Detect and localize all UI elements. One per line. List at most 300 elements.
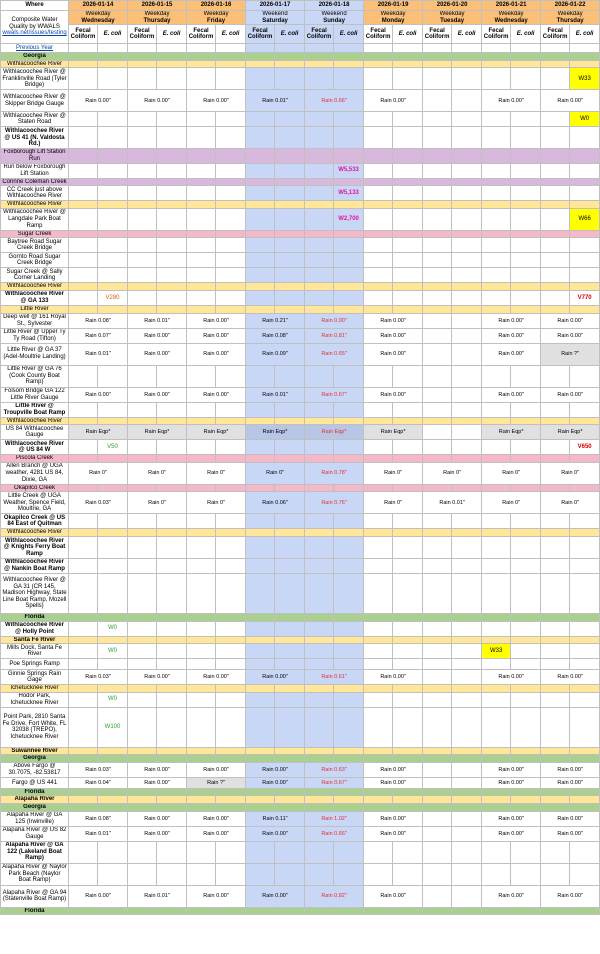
sample-value: V770 bbox=[570, 290, 600, 305]
rain-value: Rain 0.00" bbox=[187, 826, 246, 841]
title-cell bbox=[1, 11, 69, 44]
table-row bbox=[1, 365, 600, 387]
fecal-column-header: Fecal Coliform bbox=[482, 25, 511, 44]
sample-value: V280 bbox=[98, 290, 128, 305]
period-label: Weekday bbox=[203, 11, 229, 17]
location-name: Corinne Coleman Creek bbox=[2, 178, 67, 185]
rain-value: Rain 0.00" bbox=[128, 387, 187, 402]
table-row bbox=[1, 90, 600, 112]
location-name: Withlacoochee River @ GA 31 (CR 145, Madison Highway, State Line Boat Ramp, Mozell Spells) bbox=[1, 573, 69, 613]
date-header: 2026-01-17 bbox=[246, 1, 305, 11]
day-header bbox=[305, 11, 364, 25]
rain-value: Rain ?" bbox=[541, 343, 600, 365]
location-name: Piscola Creek bbox=[1, 455, 69, 463]
rain-value: Rain 0.00" bbox=[246, 762, 305, 777]
rain-value: Rain 0.01" bbox=[246, 387, 305, 402]
location-name: CC Creek just above Withlacoochee River bbox=[1, 186, 69, 201]
rain-value: Rain 0" bbox=[246, 462, 305, 484]
table-row bbox=[1, 747, 600, 755]
table-row bbox=[1, 313, 600, 328]
day-header bbox=[364, 11, 423, 25]
table-row bbox=[1, 692, 600, 707]
date-header: 2026-01-20 bbox=[423, 1, 482, 11]
rain-value: Rain 0.08" bbox=[246, 328, 305, 343]
location-name: Suwannee River bbox=[1, 747, 69, 755]
location-name: Georgia bbox=[1, 804, 69, 812]
sample-value: W33 bbox=[482, 644, 511, 659]
rain-value: Rain 0.67" bbox=[305, 777, 364, 788]
location-name: Withlacoochee River @ Holly Point bbox=[1, 621, 69, 636]
ecoli-column-header: E. coli bbox=[452, 25, 482, 44]
rain-value: Rain 0.00" bbox=[482, 313, 541, 328]
rain-value: Rain 0.00" bbox=[482, 90, 541, 112]
rain-value: Rain 0.00" bbox=[187, 90, 246, 112]
table-row bbox=[1, 417, 600, 425]
rain-value: Rain 0.00" bbox=[482, 811, 541, 826]
rain-value: Rain 0.67" bbox=[305, 387, 364, 402]
ecoli-column-header: E. coli bbox=[570, 25, 600, 44]
location-name: Little River @ GA 76 (Cook County Boat Ramp) bbox=[1, 365, 69, 387]
location-name: Little River bbox=[1, 305, 69, 313]
location-name: Little River @ Upper Ty Ty Road (Tifton) bbox=[1, 328, 69, 343]
ecoli-column-header: E. coli bbox=[157, 25, 187, 44]
sample-value: W0 bbox=[98, 692, 128, 707]
location-name: Florida bbox=[1, 907, 69, 915]
rain-value: Rain 0.01" bbox=[128, 885, 187, 907]
location-name: Sugar Creek bbox=[1, 230, 69, 238]
sample-value: W0 bbox=[98, 644, 128, 659]
location-name: Alapaha River @ GA 122 (Lakeland Boat Ramp) bbox=[1, 841, 69, 863]
day-header bbox=[482, 11, 541, 25]
rain-value: Rain 0.00" bbox=[69, 387, 128, 402]
location-name: Gornto Road Sugar Creek Bridge bbox=[1, 253, 69, 268]
location-name: Withlacoochee River @ Staten Road bbox=[1, 112, 69, 127]
location-name: Little River @ Troupville Boat Ramp bbox=[1, 402, 69, 417]
table-row bbox=[1, 425, 600, 440]
rain-value: Rain 0.00" bbox=[187, 313, 246, 328]
rain-value: Rain 0.00" bbox=[187, 387, 246, 402]
location-name: Georgia bbox=[1, 755, 69, 763]
day-header bbox=[187, 11, 246, 25]
location-name: Folsom Bridge GA 122 Little River Gauge bbox=[1, 387, 69, 402]
location-name: Fargo @ US 441 bbox=[1, 777, 69, 788]
rain-value: Rain 0.76" bbox=[305, 492, 364, 514]
rain-value: Rain 0.00" bbox=[482, 885, 541, 907]
table-row bbox=[1, 290, 600, 305]
rain-value: Rain 0.00" bbox=[482, 328, 541, 343]
day-header bbox=[128, 11, 187, 25]
table-row bbox=[1, 621, 600, 636]
rain-value: Rain 0.00" bbox=[364, 826, 423, 841]
rain-value: Rain 0.21" bbox=[246, 313, 305, 328]
rain-value: Rain 0.61" bbox=[305, 670, 364, 685]
period-label: Weekday bbox=[380, 11, 406, 17]
sample-value: W0 bbox=[570, 112, 600, 127]
period-label: Weekday bbox=[498, 11, 524, 17]
rain-value: Rain Eqp* bbox=[69, 425, 128, 440]
rain-value: Rain 0.07" bbox=[69, 328, 128, 343]
fecal-column-header: Fecal Coliform bbox=[541, 25, 570, 44]
rain-value: Rain 0.00" bbox=[482, 826, 541, 841]
rain-value: Rain 0" bbox=[128, 492, 187, 514]
rain-value: Rain 0.00" bbox=[187, 885, 246, 907]
fecal-column-header: Fecal Coliform bbox=[187, 25, 216, 44]
day-label: Thursday bbox=[143, 17, 171, 24]
rain-value: Rain 0" bbox=[364, 492, 423, 514]
location-name: Deep well @ 161 Royal St., Sylvester bbox=[1, 313, 69, 328]
rain-value: Rain 0.00" bbox=[541, 762, 600, 777]
rain-value: Rain 0.09" bbox=[246, 343, 305, 365]
rain-value: Rain 0.00" bbox=[482, 762, 541, 777]
rain-value: Rain 0.01" bbox=[246, 90, 305, 112]
rain-value: Rain 0.01" bbox=[69, 826, 128, 841]
rain-value: Rain 0.00" bbox=[128, 826, 187, 841]
location-name: Baytree Road Sugar Creek Bridge bbox=[1, 238, 69, 253]
rain-value: Rain 0.00" bbox=[128, 762, 187, 777]
table-row bbox=[1, 283, 600, 291]
location-name: Ginnie Springs Rain Gage bbox=[1, 670, 69, 685]
rain-value: Rain 0.00" bbox=[364, 885, 423, 907]
rain-value: Rain 0.03" bbox=[69, 670, 128, 685]
page-title: Composite Water Quality by WWALS bbox=[9, 17, 60, 30]
table-row bbox=[1, 536, 600, 558]
rain-value: Rain 0.00" bbox=[482, 343, 541, 365]
sample-value: V650 bbox=[570, 440, 600, 455]
rain-value: Rain 0.00" bbox=[541, 313, 600, 328]
rain-value: Rain 0" bbox=[541, 462, 600, 484]
date-header-row bbox=[1, 1, 600, 11]
location-name: Withlacoochee River bbox=[1, 201, 69, 209]
sample-value: W2,700 bbox=[334, 208, 364, 230]
ecoli-column-header: E. coli bbox=[275, 25, 305, 44]
location-name: Foxborough Lift Station Run bbox=[1, 149, 69, 163]
sample-value: W5,533 bbox=[334, 163, 364, 178]
date-header: 2026-01-19 bbox=[364, 1, 423, 11]
location-name: Alapaha River @ GA 125 (Irwinville) bbox=[1, 811, 69, 826]
rain-value: Rain 0.08" bbox=[69, 313, 128, 328]
location-name: Florida bbox=[1, 613, 69, 621]
table-row bbox=[1, 670, 600, 685]
rain-value: Rain 0.00" bbox=[541, 328, 600, 343]
rain-value: Rain 0" bbox=[69, 462, 128, 484]
testing-link[interactable]: wwals.net/issues/testing bbox=[2, 30, 67, 37]
rain-value: Rain 0.00" bbox=[364, 777, 423, 788]
fecal-column-header: Fecal Coliform bbox=[246, 25, 275, 44]
period-label: Weekday bbox=[85, 11, 111, 17]
rain-value: Rain 0.82" bbox=[305, 885, 364, 907]
table-row bbox=[1, 885, 600, 907]
day-header bbox=[69, 11, 128, 25]
rain-value: Rain 0.00" bbox=[128, 90, 187, 112]
table-row bbox=[1, 659, 600, 670]
table-row bbox=[1, 178, 600, 186]
rain-value: Rain 0.00" bbox=[364, 670, 423, 685]
rain-value: Rain 0.01" bbox=[69, 343, 128, 365]
day-label: Tuesday bbox=[440, 17, 465, 24]
rain-value: Rain 0" bbox=[482, 462, 541, 484]
sample-value: W5,133 bbox=[334, 186, 364, 201]
rain-value: Rain 0.00" bbox=[128, 670, 187, 685]
location-name: Withlacoochee River bbox=[1, 283, 69, 291]
date-header: 2026-01-21 bbox=[482, 1, 541, 11]
day-label: Wednesday bbox=[81, 17, 115, 24]
table-row bbox=[1, 112, 600, 127]
rain-value: Rain Eqp* bbox=[128, 425, 187, 440]
rain-value: Rain 0.00" bbox=[246, 885, 305, 907]
rain-value: Rain 0.00" bbox=[541, 670, 600, 685]
table-row bbox=[1, 762, 600, 777]
rain-value: Rain 0.00" bbox=[187, 762, 246, 777]
rain-value: Rain 0.90" bbox=[305, 313, 364, 328]
period-label: Weekday bbox=[439, 11, 465, 17]
rain-value: Rain 0.08" bbox=[69, 811, 128, 826]
date-header: 2026-01-15 bbox=[128, 1, 187, 11]
rain-value: Rain ?" bbox=[187, 777, 246, 788]
rain-value: Rain 0.00" bbox=[541, 777, 600, 788]
table-row bbox=[1, 387, 600, 402]
location-name: Alapaha River bbox=[1, 796, 69, 804]
sample-value: V50 bbox=[98, 440, 128, 455]
rain-value: Rain 0.11" bbox=[246, 811, 305, 826]
rain-value: Rain 0" bbox=[364, 462, 423, 484]
period-label: Weekday bbox=[144, 11, 170, 17]
day-label: Wednesday bbox=[494, 17, 528, 24]
fecal-column-header: Fecal Coliform bbox=[364, 25, 393, 44]
rain-value: Rain 0.00" bbox=[541, 90, 600, 112]
location-name: Run below Foxborough Lift Station bbox=[1, 163, 69, 178]
location-name: Point Park, 2810 Santa Fe Drive, Fort White, FL 32038 (TREPO), Ichetucknee River bbox=[1, 707, 69, 747]
table-row bbox=[1, 514, 600, 529]
table-row bbox=[1, 127, 600, 149]
day-label: Thursday bbox=[556, 17, 584, 24]
location-name: Withlacoochee River @ Nankin Boat Ramp bbox=[1, 558, 69, 573]
rain-value: Rain 0.00" bbox=[246, 826, 305, 841]
table-row bbox=[1, 163, 600, 178]
rain-value: Rain 0" bbox=[423, 462, 482, 484]
location-name: Allen Branch @ UGA weather, 4281 US 84, Dixie, GA bbox=[1, 462, 69, 484]
table-row bbox=[1, 60, 600, 68]
location-name: Sugar Creek @ Sally Corner Landing bbox=[1, 268, 69, 283]
ecoli-column-header: E. coli bbox=[511, 25, 541, 44]
location-name: Withlacoochee River @ Franklinville Road (Tyler Bridge) bbox=[2, 68, 67, 89]
rain-value: Rain 0.66" bbox=[305, 826, 364, 841]
period-label: Weekday bbox=[557, 11, 583, 17]
rain-value: Rain 0.00" bbox=[364, 328, 423, 343]
day-label: Saturday bbox=[262, 17, 288, 24]
table-row bbox=[1, 755, 600, 763]
day-header bbox=[246, 11, 305, 25]
sample-value: W33 bbox=[570, 68, 600, 90]
location-name: Withlacoochee River bbox=[1, 529, 69, 537]
table-row bbox=[1, 804, 600, 812]
table-row bbox=[1, 305, 600, 313]
table-row bbox=[1, 201, 600, 209]
table-row bbox=[1, 613, 600, 621]
table-row bbox=[1, 841, 600, 863]
table-row bbox=[1, 343, 600, 365]
table-row bbox=[1, 186, 600, 201]
table-row bbox=[1, 558, 600, 573]
ecoli-column-header: E. coli bbox=[334, 25, 364, 44]
sample-value: W0 bbox=[98, 621, 128, 636]
sample-value: W66 bbox=[570, 208, 600, 230]
rain-value: Rain 0.01" bbox=[128, 313, 187, 328]
location-name: Above Fargo @ 30.7075, -82.53817 bbox=[1, 762, 69, 777]
location-name: Withlacoochee River @ US 84 W bbox=[1, 440, 69, 455]
table-row bbox=[1, 777, 600, 788]
day-header bbox=[541, 11, 600, 25]
rain-value: Rain 0" bbox=[128, 462, 187, 484]
table-row bbox=[1, 529, 600, 537]
rain-value: Rain 0.65" bbox=[305, 343, 364, 365]
rain-value: Rain 0.00" bbox=[541, 811, 600, 826]
rain-value: Rain 0.00" bbox=[246, 670, 305, 685]
fecal-column-header: Fecal Coliform bbox=[128, 25, 157, 44]
table-row bbox=[1, 788, 600, 796]
rain-value: Rain 0.00" bbox=[364, 762, 423, 777]
rain-value: Rain 0.00" bbox=[187, 670, 246, 685]
rain-value: Rain 0.00" bbox=[541, 387, 600, 402]
rain-value: Rain 0.00" bbox=[246, 777, 305, 788]
rain-value: Rain 0.00" bbox=[128, 328, 187, 343]
location-name: Hodor Park, Ichetucknee River bbox=[1, 692, 69, 707]
fecal-column-header: Fecal Coliform bbox=[305, 25, 334, 44]
fecal-column-header: Fecal Coliform bbox=[69, 25, 98, 44]
rain-value: Rain 0.00" bbox=[69, 90, 128, 112]
table-row bbox=[1, 707, 600, 747]
rain-value: Rain 0.00" bbox=[482, 777, 541, 788]
table-row bbox=[1, 53, 600, 61]
location-name: Alapaha River @ Naylor Park Beach (Naylor Boat Ramp) bbox=[2, 864, 67, 884]
rain-value: Rain 0.00" bbox=[482, 387, 541, 402]
location-name: Poe Springs Ramp bbox=[1, 659, 69, 670]
location-name: Mills Dock, Santa Fe River bbox=[1, 644, 69, 659]
rain-value: Rain 0.00" bbox=[187, 811, 246, 826]
day-label: Monday bbox=[381, 17, 405, 24]
rain-value: Rain 0.01" bbox=[423, 492, 482, 514]
table-row bbox=[1, 484, 600, 492]
column-header-row bbox=[1, 25, 600, 44]
table-row bbox=[1, 268, 600, 283]
period-label: Weekend bbox=[262, 11, 288, 17]
table-row bbox=[1, 402, 600, 417]
period-label: Weekend bbox=[321, 11, 347, 17]
rain-value: Rain 0.00" bbox=[187, 328, 246, 343]
previous-year-link[interactable]: Previous Year bbox=[1, 44, 69, 53]
table-row bbox=[1, 455, 600, 463]
rain-value: Rain 0.00" bbox=[364, 387, 423, 402]
table-row bbox=[1, 811, 600, 826]
table-row bbox=[1, 328, 600, 343]
table-row bbox=[1, 907, 600, 915]
rain-value: Rain 0.00" bbox=[541, 826, 600, 841]
rain-value: Rain 0" bbox=[187, 492, 246, 514]
table-row bbox=[1, 68, 600, 90]
rain-value: Rain Eqp* bbox=[482, 425, 541, 440]
location-name: Little Creek @ UGA Weather, Spence Field, Moultrie, GA bbox=[1, 492, 69, 514]
rain-value: Rain 0.00" bbox=[364, 343, 423, 365]
location-name: US 84 Withlacoochee Gauge bbox=[1, 425, 69, 440]
table-row bbox=[1, 644, 600, 659]
rain-value: Rain Eqp* bbox=[364, 425, 423, 440]
location-name: Little River @ GA 37 (Adel-Moultrie Landing) bbox=[1, 343, 69, 365]
rain-value: Rain 0.00" bbox=[128, 811, 187, 826]
fecal-column-header: Fecal Coliform bbox=[423, 25, 452, 44]
table-row bbox=[1, 863, 600, 885]
date-header: 2026-01-14 bbox=[69, 1, 128, 11]
location-name: Withlacoochee River @ US 41 (N. Valdosta Rd.) bbox=[1, 127, 69, 149]
location-name: Withlacoochee River @ Knights Ferry Boat Ramp bbox=[1, 536, 69, 558]
rain-value: Rain 0.03" bbox=[69, 492, 128, 514]
rain-value: Rain 0.00" bbox=[69, 885, 128, 907]
table-row bbox=[1, 492, 600, 514]
ecoli-column-header: E. coli bbox=[216, 25, 246, 44]
day-header bbox=[423, 11, 482, 25]
rain-value: Rain 0.03" bbox=[69, 762, 128, 777]
date-header: 2026-01-16 bbox=[187, 1, 246, 11]
table-row bbox=[1, 573, 600, 613]
table-row bbox=[1, 826, 600, 841]
location-name: Alapaha River @ GA 94 (Statenville Boat Ramp) bbox=[1, 885, 69, 907]
rain-value: Rain 0.00" bbox=[128, 343, 187, 365]
rain-value: Rain Eqp* bbox=[246, 425, 305, 440]
rain-value: Rain 1.02" bbox=[305, 811, 364, 826]
rain-value: Rain 0.04" bbox=[69, 777, 128, 788]
ecoli-column-header: E. coli bbox=[393, 25, 423, 44]
rain-value: Rain 0.00" bbox=[187, 343, 246, 365]
rain-value: Rain Eqp* bbox=[187, 425, 246, 440]
location-name: Withlacoochee River @ GA 133 bbox=[1, 290, 69, 305]
rain-value: Rain 0.00" bbox=[364, 313, 423, 328]
location-name: Withlacoochee River bbox=[1, 60, 69, 68]
rain-value: Rain Eqp* bbox=[305, 425, 364, 440]
day-label: Sunday bbox=[323, 17, 345, 24]
rain-value: Rain 0.81" bbox=[305, 328, 364, 343]
location-name: Withlacoochee River @ Skipper Bridge Gauge bbox=[1, 90, 69, 112]
location-name: Withlacoochee River @ Langdale Park Boat Ramp bbox=[1, 208, 69, 230]
where-header: Where bbox=[1, 1, 69, 11]
table-row bbox=[1, 230, 600, 238]
table-row bbox=[1, 149, 600, 163]
location-name: Alapaha River @ US 82 Gauge bbox=[1, 826, 69, 841]
table-row bbox=[1, 253, 600, 268]
rain-value: Rain 0.78" bbox=[305, 462, 364, 484]
rain-value: Rain 0.00" bbox=[128, 777, 187, 788]
table-row bbox=[1, 208, 600, 230]
table-row bbox=[1, 796, 600, 804]
table-row bbox=[1, 636, 600, 644]
table-row bbox=[1, 685, 600, 693]
sample-value: W100 bbox=[98, 707, 128, 747]
location-name: Ichetucknee River bbox=[1, 685, 69, 693]
rain-value: Rain 0.06" bbox=[246, 492, 305, 514]
date-header: 2026-01-22 bbox=[541, 1, 600, 11]
location-name: Florida bbox=[1, 788, 69, 796]
day-label: Friday bbox=[207, 17, 226, 24]
date-header: 2026-01-18 bbox=[305, 1, 364, 11]
rain-value: Rain 0.00" bbox=[364, 90, 423, 112]
table-row bbox=[1, 44, 600, 53]
location-name: Georgia bbox=[1, 53, 69, 61]
ecoli-column-header: E. coli bbox=[98, 25, 128, 44]
rain-value: Rain 0" bbox=[541, 492, 600, 514]
rain-value: Rain 0" bbox=[482, 492, 541, 514]
location-name: Okapilco Creek @ US 84 East of Quitman bbox=[1, 514, 69, 529]
table-row bbox=[1, 238, 600, 253]
table-row bbox=[1, 440, 600, 455]
rain-value: Rain 0.00" bbox=[482, 670, 541, 685]
rain-value: Rain 0.00" bbox=[541, 885, 600, 907]
